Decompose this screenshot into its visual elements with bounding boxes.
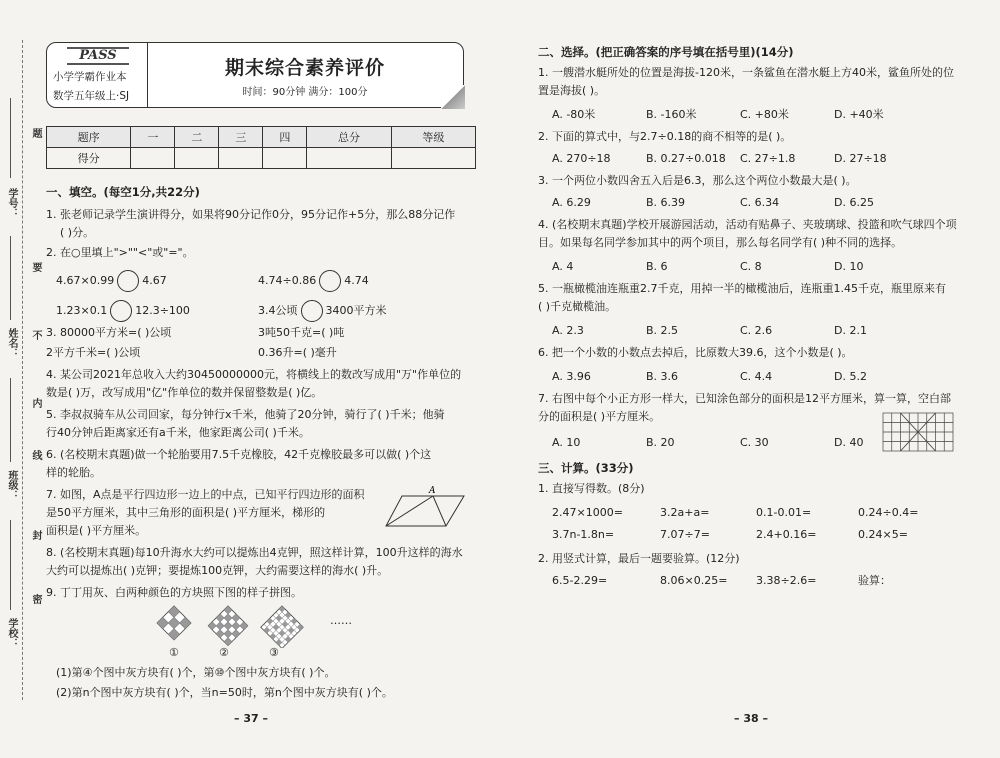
pattern-figure-1 [157,606,191,640]
c1-line1: 1. 一艘潜水艇所处的位置是海拔-120米，一条鲨鱼在潜水艇上方40米，鲨鱼所处的位 [538,66,954,79]
c5-opt-c[interactable]: C. 2.6 [740,324,773,337]
q1-line2: ( )分。 [60,226,95,239]
k1-r2-a: 3.7n-1.8n= [552,528,615,541]
k1-r2-c: 2.4+0.16= [756,528,817,541]
score-col-1: 一 [131,127,175,148]
score-cell[interactable] [175,148,219,169]
margin-char-bu: 不 [30,330,41,340]
c7-opt-a[interactable]: A. 10 [552,436,581,449]
c5-line1: 5. 一瓶橄榄油连瓶重2.7千克，用掉一半的橄榄油后，连瓶重1.45千克，瓶里原来有 [538,282,946,295]
c7-line1: 7. 右图中每个小正方形一样大，已知涂色部分的面积是12平方厘米，算一算，空白部 [538,392,951,405]
exam-header [46,42,464,108]
c4-line1: 4. (名校期末真题)学校开展游园活动，活动有贴鼻子、夹玻璃球、投篮和吹气球四个项 [538,218,957,231]
margin-char-mi: 密 [30,594,41,604]
q2-expr: 3400平方米 [325,304,387,317]
c1-line2: 置是海拔( )。 [538,84,606,97]
score-cell[interactable] [307,148,391,169]
q2-prompt: 2. 在○里填上">""<"或"="。 [46,246,194,259]
c2-prompt: 2. 下面的算式中，与2.7÷0.18的商不相等的是( )。 [538,130,792,143]
c6-opt-d[interactable]: D. 5.2 [834,370,867,383]
c7-opt-b[interactable]: B. 20 [646,436,675,449]
margin-blank-xingming [10,236,11,320]
score-table [46,126,476,169]
score-col-0: 题序 [47,127,131,148]
q7-line3: 面积是( )平方厘米。 [46,524,147,537]
margin-char-feng: 封 [30,530,41,540]
pattern-label-2: ② [219,646,229,659]
q2-row1-left [56,270,167,292]
margin-blank-xuexiao [10,520,11,610]
k2-r1-b: 8.06×0.25= [660,574,728,587]
compare-circle[interactable] [319,270,341,292]
grade-label: 数学五年级上·SJ [53,90,130,102]
pattern-figure-2 [208,606,248,646]
k2-prompt: 2. 用竖式计算，最后一题要验算。(12分) [538,552,740,565]
c5-opt-d[interactable]: D. 2.1 [834,324,867,337]
score-cell[interactable] [219,148,263,169]
q2-row1-right [258,270,369,292]
q2-expr: 12.3÷100 [135,304,190,317]
c6-prompt: 6. 把一个小数的小数点去掉后，比原数大39.6，这个小数是( )。 [538,346,853,359]
point-a-label: A [429,486,436,496]
c3-opt-b[interactable]: B. 6.39 [646,196,686,209]
q9-prompt: 9. 丁丁用灰、白两种颜色的方块照下图的样子拼图。 [46,586,302,599]
pattern-ellipsis: …… [330,614,352,627]
c3-opt-c[interactable]: C. 6.34 [740,196,780,209]
score-col-3: 三 [219,127,263,148]
c5-line2: ( )千克橄榄油。 [538,300,617,313]
page-number-left: – 37 – [234,712,268,725]
parallelogram-figure [384,484,468,530]
c6-opt-a[interactable]: A. 3.96 [552,370,591,383]
q6-line2: 样的轮胎。 [46,466,101,479]
margin-label-xuehao: 学号： [6,188,17,218]
q2-expr: 4.67 [142,274,167,287]
q7-line2: 是50平方厘米，其中三角形的面积是( )平方厘米，梯形的 [46,506,326,519]
score-col-2: 二 [175,127,219,148]
c2-opt-c[interactable]: C. 27÷1.8 [740,152,796,165]
binding-margin [0,0,40,758]
c2-opt-b[interactable]: B. 0.27÷0.018 [646,152,726,165]
section-3-title: 三、计算。(33分) [538,461,634,475]
q8-line2: 大约可以提炼出( )克钾；要提炼100克钾，大约需要这样的海水( )升。 [46,564,389,577]
pattern-label-3: ③ [269,646,279,659]
q5-line1: 5. 李叔叔骑车从公司回家，每分钟行x千米，他骑了20分钟，骑行了( )千米；他骑 [46,408,445,421]
c6-opt-b[interactable]: B. 3.6 [646,370,679,383]
section-2-title: 二、选择。(把正确答案的序号填在括号里)(14分) [538,45,794,59]
compare-circle[interactable] [117,270,139,292]
compare-circle[interactable] [110,300,132,322]
grid-shading-figure [882,412,954,452]
k1-prompt: 1. 直接写得数。(8分) [538,482,645,495]
pattern-label-1: ① [169,646,179,659]
c1-opt-b[interactable]: B. -160米 [646,108,697,121]
k1-r1-c: 0.1-0.01= [756,506,812,519]
c4-opt-b[interactable]: B. 6 [646,260,668,273]
section-1-title: 一、填空。(每空1分,共22分) [46,185,200,199]
score-cell[interactable] [391,148,475,169]
c4-line2: 目。如果每名同学参加其中的两个项目，那么每名同学有( )种不同的选择。 [538,236,903,249]
q8-line1: 8. (名校期末真题)每10升海水大约可以提炼出4克钾，照这样计算，100升这样的海水 [46,546,463,559]
c7-opt-d[interactable]: D. 40 [834,436,864,449]
k1-r1-b: 3.2a+a= [660,506,710,519]
exam-title: 期末综合素养评价 [224,57,385,79]
score-col-6: 等级 [391,127,475,148]
header-series-box [47,43,148,107]
margin-label-xingming: 姓名： [6,328,17,358]
q3-row2-left: 2平方千米=( )公顷 [46,346,141,359]
q9-sub1: (1)第④个图中灰方块有( )个，第⑩个图中灰方块有( )个。 [56,666,336,679]
k1-r1-a: 2.47×1000= [552,506,623,519]
q6-line1: 6. (名校期末真题)做一个轮胎要用7.5千克橡胶，42千克橡胶最多可以做( )个这 [46,448,432,461]
c3-opt-d[interactable]: D. 6.25 [834,196,874,209]
q4-line1: 4. 某公司2021年总收入大约30450000000元，将横线上的数改写成用"万"作单位的 [46,368,462,381]
c4-opt-d[interactable]: D. 10 [834,260,864,273]
c7-line2: 分的面积是( )平方厘米。 [538,410,661,423]
q3-row1-left: 3. 80000平方米=( )公顷 [46,326,172,339]
q9-sub2: (2)第n个图中灰方块有( )个，当n=50时，第n个图中灰方块有( )个。 [56,686,393,699]
q4-line2: 数是( )万，改写成用"亿"作单位的数并保留整数是( )亿。 [46,386,323,399]
score-table-header-row [47,127,476,148]
k2-r1-d: 验算： [858,574,891,587]
margin-char-xian: 线 [30,450,41,460]
margin-char-nei: 内 [30,398,41,408]
q2-expr: 1.23×0.1 [56,304,108,317]
q2-row2-left [56,300,190,322]
margin-char-yao: 要 [30,262,41,272]
c4-opt-a[interactable]: A. 4 [552,260,574,273]
margin-blank-banji [10,378,11,462]
margin-label-banji: 班级： [6,470,17,500]
score-cell[interactable] [131,148,175,169]
k1-r1-d: 0.24÷0.4= [858,506,919,519]
margin-label-xuexiao: 学校： [6,618,17,648]
series-name: 小学学霸作业本 [53,71,127,83]
score-table-score-row [47,148,476,169]
c5-opt-b[interactable]: B. 2.5 [646,324,679,337]
margin-blank-xuehao [10,98,11,178]
margin-char-ti: 题 [30,128,41,138]
c2-opt-a[interactable]: A. 270÷18 [552,152,611,165]
c1-opt-a[interactable]: A. -80米 [552,108,596,121]
pattern-figure-3 [261,606,303,648]
q2-expr: 4.74÷0.86 [258,274,317,287]
q1-line1: 1. 张老师记录学生演讲得分，如果将90分记作0分，95分记作+5分，那么88分记作 [46,208,456,221]
score-col-4: 四 [263,127,307,148]
c4-opt-c[interactable]: C. 8 [740,260,762,273]
score-row-label: 得分 [47,148,131,169]
q7-line1: 7. 如图，A点是平行四边形一边上的中点，已知平行四边形的面积 [46,488,365,501]
c5-opt-a[interactable]: A. 2.3 [552,324,584,337]
right-page [500,0,1000,758]
pass-logo: PASS [67,47,129,65]
q3-row2-right: 0.36升=( )毫升 [258,346,337,359]
q2-expr: 4.67×0.99 [56,274,115,287]
q5-line2: 行40分钟后距离家还有a千米，他家距离公司( )千米。 [46,426,310,439]
k2-r1-c: 3.38÷2.6= [756,574,817,587]
c3-prompt: 3. 一个两位小数四舍五入后是6.3，那么这个两位小数最大是( )。 [538,174,857,187]
c2-opt-d[interactable]: D. 27÷18 [834,152,887,165]
c6-opt-c[interactable]: C. 4.4 [740,370,773,383]
c3-opt-a[interactable]: A. 6.29 [552,196,591,209]
k1-r2-b: 7.07÷7= [660,528,710,541]
seal-line [22,40,23,700]
k1-r2-d: 0.24×5= [858,528,908,541]
c7-opt-c[interactable]: C. 30 [740,436,769,449]
score-col-5: 总分 [307,127,391,148]
score-cell[interactable] [263,148,307,169]
c1-opt-c[interactable]: C. +80米 [740,108,789,121]
q3-row1-right: 3吨50千克=( )吨 [258,326,345,339]
exam-meta: 时间：90分钟 满分：100分 [242,87,368,98]
c1-opt-d[interactable]: D. +40米 [834,108,884,121]
q2-expr: 4.74 [344,274,369,287]
k2-r1-a: 6.5-2.29= [552,574,608,587]
compare-circle[interactable] [301,300,323,322]
q2-row2-right [258,300,387,322]
q2-expr: 3.4公顷 [258,304,298,317]
page-number-right: – 38 – [734,712,768,725]
